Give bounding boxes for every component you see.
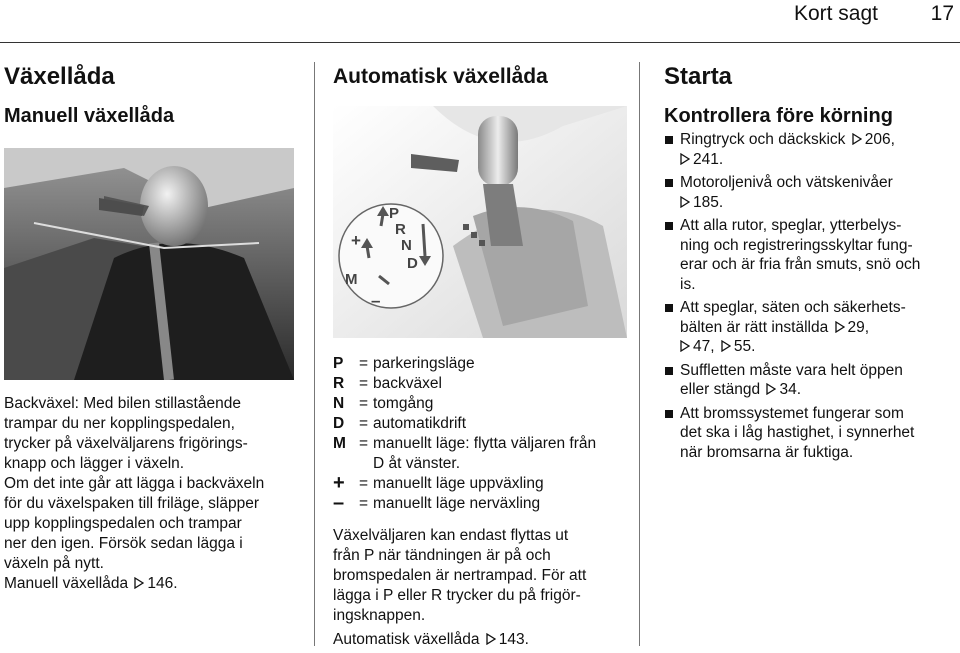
list-item: Att alla rutor, speglar, ytterbelys- ning och registreringsskyltar fung- erar och är fria från smuts, snö och is. [664, 216, 954, 294]
cross-reference[interactable]: Automatisk växellåda 143. [333, 631, 529, 648]
gate-label-m: M [345, 271, 358, 288]
subsection-heading: Manuell växellåda [4, 105, 175, 127]
automatic-selector-photo [333, 106, 627, 338]
checklist [664, 130, 954, 462]
section-title: Kort sagt [793, 2, 878, 25]
list-item: Att speglar, säten och säkerhets- bälten är rätt inställda 29, 47, 55. [664, 298, 954, 357]
column-right [664, 60, 954, 462]
legend-row: P = parkeringsläge [333, 355, 475, 372]
section-heading: Starta [664, 63, 733, 90]
column-divider [314, 62, 315, 646]
gate-label-d: D [407, 255, 418, 272]
section-heading: Automatisk växellåda [333, 65, 548, 88]
page-header [0, 0, 960, 44]
page-number: 17 [930, 2, 954, 25]
page-reference-icon [486, 633, 496, 645]
cross-reference[interactable]: Manuell växellåda 146. [4, 575, 178, 592]
manual-gearshift-photo [4, 148, 294, 380]
automatic-selector-illustration [333, 106, 627, 338]
gate-label-r: R [395, 221, 406, 238]
page-reference-icon [680, 340, 690, 352]
manual-gearshift-illustration [4, 148, 294, 380]
paragraph-retry: Om det inte går att lägga i backväxeln för du växelspaken till friläge, släpper upp kopplingspedalen och trampar ner den igen. Försök sedan lägga i växeln på nytt. [4, 475, 265, 572]
page-reference-icon [852, 133, 862, 145]
gate-label-plus: + [351, 231, 361, 250]
legend-row: D = automatikdrift [333, 415, 467, 432]
column-middle [333, 60, 629, 650]
list-item: Motoroljenivå och vätskenivåer 185. [664, 173, 954, 212]
list-item: Att bromssystemet fungerar som det ska i låg hastighet, i synnerhet när bromsarna är fuktiga. [664, 404, 954, 463]
page-reference-icon [835, 321, 845, 333]
legend-row: M = manuellt läge: flytta väljaren från D åt vänster. [333, 435, 597, 472]
paragraph-selector: Växelväljaren kan endast flyttas ut från P när tändningen är på och bromspedalen är nertrampad. För att lägga i P eller R trycker du på frigör- ingsknappen. [333, 527, 587, 624]
page-reference-icon [680, 153, 690, 165]
legend-row: R = backväxel [333, 375, 442, 392]
page-reference-icon [766, 383, 776, 395]
column-divider [639, 62, 640, 646]
paragraph-reverse: Backväxel: Med bilen stillastående trampar du ner kopplingspedalen, trycker på växelväljarens frigörings- knapp och lägger i växeln. [4, 395, 248, 472]
page-reference-icon [680, 196, 690, 208]
column-left [4, 60, 300, 594]
legend-row: + = manuellt läge uppväxling [333, 472, 544, 494]
subsection-heading: Kontrollera före körning [664, 105, 893, 127]
gate-label-minus: – [371, 291, 381, 310]
section-heading: Växellåda [4, 63, 115, 90]
list-item: Ringtryck och däckskick 206, 241. [664, 130, 954, 169]
page-reference-icon [134, 577, 144, 589]
header-rule [0, 42, 960, 43]
legend-row: – = manuellt läge nerväxling [333, 492, 541, 514]
page-reference-icon [721, 340, 731, 352]
list-item: Suffletten måste vara helt öppen eller stängd 34. [664, 361, 954, 400]
legend-row: N = tomgång [333, 395, 434, 412]
gate-label-n: N [401, 237, 412, 254]
gear-legend [333, 354, 629, 514]
gate-label-p: P [389, 205, 400, 222]
